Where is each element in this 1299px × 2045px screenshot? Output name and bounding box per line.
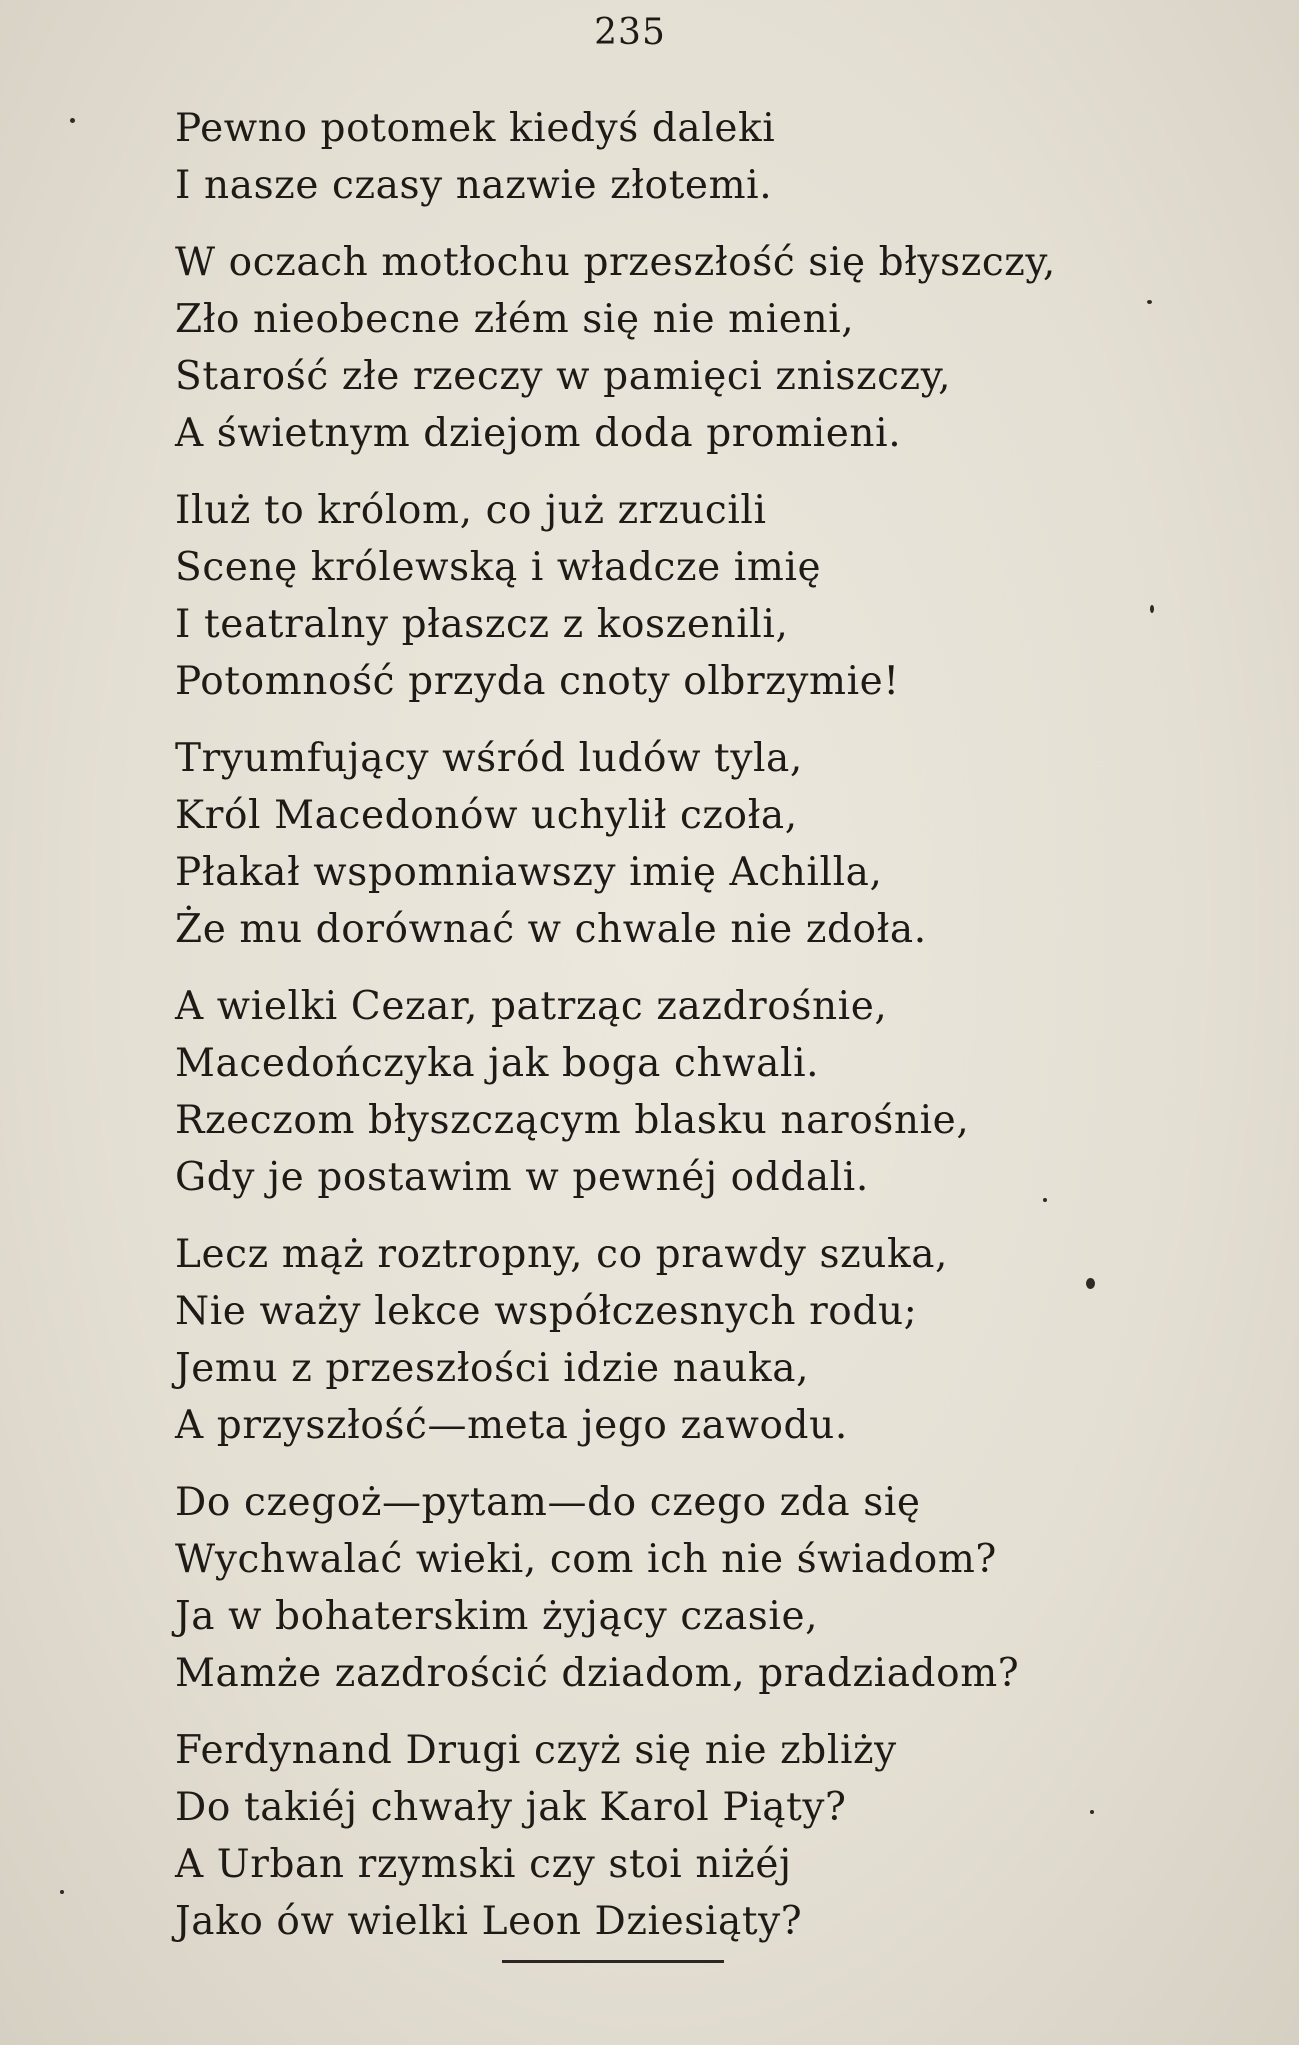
stanza — [175, 1474, 1175, 1702]
poem-line: Do czegoż—pytam—do czego zda się — [175, 1480, 921, 1525]
stanza — [175, 978, 1175, 1206]
page-number: 235 — [594, 12, 666, 53]
paper-speck — [60, 1890, 64, 1894]
poem-line: I nasze czasy nazwie złotemi. — [175, 163, 773, 208]
stanza — [175, 234, 1175, 462]
stanza — [175, 100, 1175, 214]
poem-line: I teatralny płaszcz z koszenili, — [175, 602, 789, 647]
poem-line: W oczach motłochu przeszłość się błyszczy, — [175, 240, 1056, 285]
poem-line: Starość złe rzeczy w pamięci zniszczy, — [175, 354, 952, 399]
poem-line: Scenę królewską i władcze imię — [175, 545, 822, 590]
poem — [175, 100, 1175, 1970]
poem-line: Że mu dorównać w chwale nie zdoła. — [175, 907, 927, 952]
paper-speck — [1086, 1278, 1095, 1289]
paper-speck — [70, 118, 75, 123]
poem-line: Wychwalać wieki, com ich nie świadom? — [175, 1537, 997, 1582]
poem-line: Do takiéj chwały jak Karol Piąty? — [175, 1785, 847, 1830]
poem-line: A przyszłość—meta jego zawodu. — [175, 1403, 848, 1448]
poem-line: Król Macedonów uchylił czoła, — [175, 793, 798, 838]
paper-speck — [1043, 1198, 1047, 1202]
stanza — [175, 730, 1175, 958]
poem-line: Gdy je postawim w pewnéj oddali. — [175, 1155, 869, 1200]
poem-line: A świetnym dziejom doda promieni. — [175, 411, 902, 456]
poem-line: Jemu z przeszłości idzie nauka, — [175, 1346, 810, 1391]
poem-line: Ferdynand Drugi czyż się nie zbliży — [175, 1728, 897, 1773]
poem-line: Potomność przyda cnoty olbrzymie! — [175, 659, 900, 704]
poem-line: Iluż to królom, co już zrzucili — [175, 488, 767, 533]
paper-speck — [1090, 1810, 1094, 1814]
poem-line: A wielki Cezar, patrząc zazdrośnie, — [175, 984, 888, 1029]
poem-line: Pewno potomek kiedyś daleki — [175, 106, 776, 151]
stanza — [175, 1722, 1175, 1950]
stanza — [175, 482, 1175, 710]
stanza — [175, 1226, 1175, 1454]
closing-rule — [502, 1960, 724, 1963]
poem-line: Macedończyka jak boga chwali. — [175, 1041, 820, 1086]
poem-line: Mamże zazdrościć dziadom, pradziadom? — [175, 1651, 1020, 1696]
poem-line: A Urban rzymski czy stoi niżéj — [175, 1842, 792, 1887]
poem-line: Płakał wspomniawszy imię Achilla, — [175, 850, 883, 895]
poem-line: Rzeczom błyszczącym blasku narośnie, — [175, 1098, 970, 1143]
poem-line: Tryumfujący wśród ludów tyla, — [175, 736, 803, 781]
poem-line: Lecz mąż roztropny, co prawdy szuka, — [175, 1232, 949, 1277]
poem-line: Nie waży lekce współczesnych rodu; — [175, 1289, 918, 1334]
paper-speck — [1147, 300, 1152, 304]
paper-speck — [1150, 605, 1154, 613]
poem-line: Zło nieobecne złém się nie mieni, — [175, 297, 855, 342]
poem-line: Jako ów wielki Leon Dziesiąty? — [175, 1899, 803, 1944]
poem-line: Ja w bohaterskim żyjący czasie, — [175, 1594, 819, 1639]
